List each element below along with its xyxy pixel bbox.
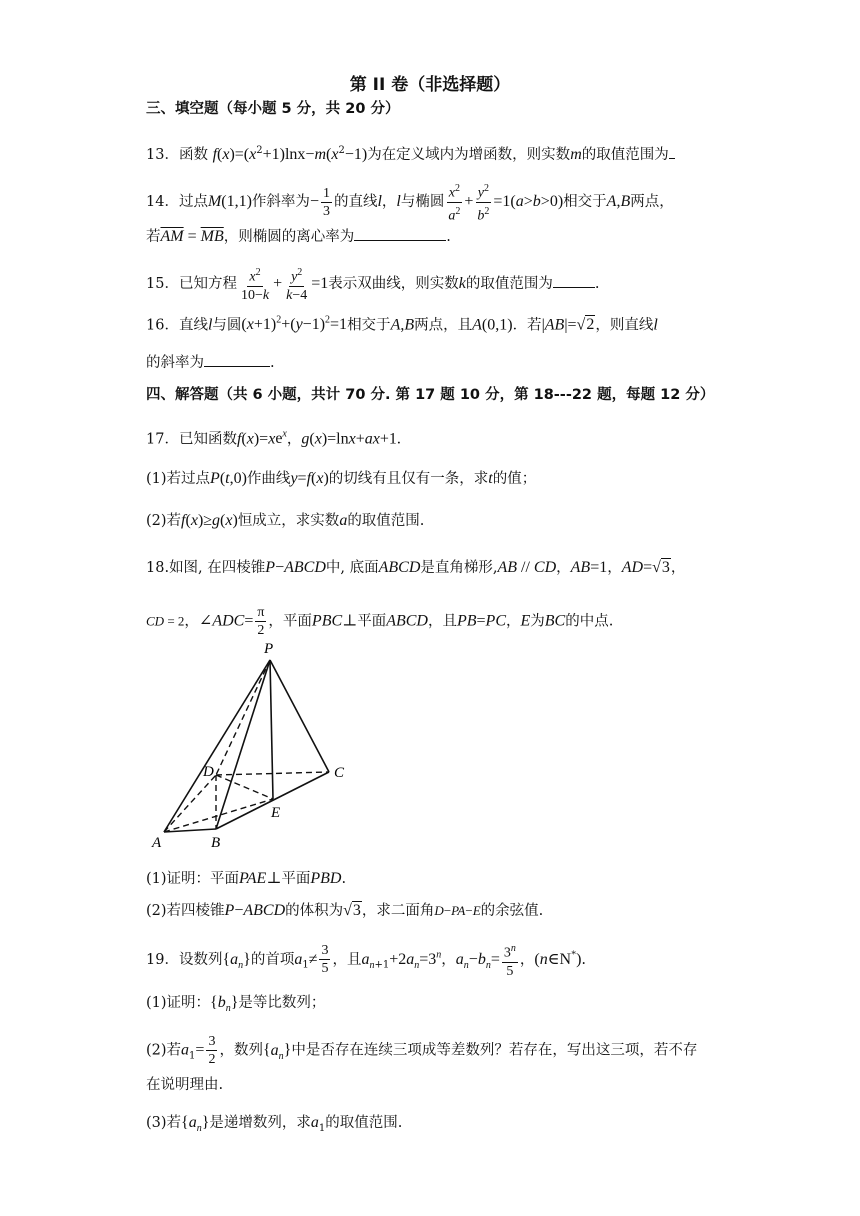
question-18-line-2: CD = 2，∠ADC= $\frac{\pi}{2}$ ，平面PBC⊥平面ABCD，且PB=PC，E为BC的中点. [146,605,614,638]
question-15: 15．已知方程 $\frac{x^2}{10-k}$ + $\frac{y^2}{k-4}$ =1表示双曲线，则实数k的取值范围为 . [146,264,599,304]
question-17-part-2: (2)若f(x)≥g(x)恒成立，求实数a的取值范围. [146,512,425,529]
edge-pb [216,660,270,829]
pyramid-figure [140,636,360,856]
label-d: D [203,764,214,780]
edge-pd [216,660,270,775]
edge-pc [270,660,329,772]
question-19-part-2-line-2: 在说明理由. [146,1077,224,1093]
answer-blank[interactable] [669,144,675,159]
label-p: P [264,641,274,657]
question-14: 14．过点M(1,1)作斜率为− $\frac{1}{3}$ 的直线l，l与椭圆 $\frac{x^2}{a^2}$ + $\frac{y^2}{b^2}$ =1(a>b>0)相交于A,B两点， [146,180,674,224]
label-a: A [152,835,162,851]
label-b: B [211,835,221,851]
question-17-part-1: (1)若过点P(t,0)作曲线y=f(x)的切线有且仅有一条，求t的值； [146,470,537,487]
question-17: 17．已知函数$f(x)=xe^x$，g(x)=lnx+ax+1. [146,429,401,448]
edge-pa [164,660,270,832]
question-19-part-1: (1)证明：$\{b_n\}$是等比数列； [146,994,326,1015]
answer-blank[interactable] [354,226,446,241]
section-fill-blank-heading: 三、填空题（每小题 5 分，共 20 分） [146,101,400,117]
question-19-part-3: (3)若$\{a_n\}$是递增数列，求$a_1$的取值范围. [146,1114,403,1135]
section-solution-heading: 四、解答题（共 6 小题，共计 70 分. 第 17 题 10 分，第 18---22 题，每题 12 分） [146,387,715,403]
question-18-part-2: (2)若四棱锥P−ABCD的体积为√3，求二面角D−PA−E的余弦值. [146,902,544,919]
question-19: 19．设数列$\{a_n\}$的首项$a_1\ne$ $\frac{3}{5}$ ，且$a_{n+1}+2a_n=3^n$，$a_n-b_n=$ $\frac{3^n}{5}$ ，(n∈N*). [146,940,586,980]
answer-blank[interactable] [553,273,595,288]
edge-de [216,775,273,799]
answer-blank[interactable] [204,352,270,367]
label-e: E [271,805,281,821]
page-title: 第 II 卷（非选择题） [349,75,511,95]
question-18-part-1: (1)证明：平面PAE⊥平面PBD. [146,870,347,887]
edge-pe [270,660,273,799]
question-19-part-2: (2)若$a_1=$ $\frac{3}{2}$ ，数列$\{a_n\}$中是否存在连续三项成等差数列？若存在，写出这三项，若不存 [146,1034,698,1067]
label-c: C [334,765,345,781]
edge-ab [164,829,216,832]
edge-ad [164,775,216,832]
question-13: 13．函数 $f(x)=(x^2+1)\ln x-m(x^2-1)$为在定义域内为增函数，则实数m的取值范围为 [146,140,675,166]
question-14-line-2: 若$\overline{AM} = \overline{MB}$，则椭圆的离心率为 . [146,228,451,245]
question-16: 16．直线l与圆$(x+1)^2+(y-1)^2=1$相交于A,B两点，且A(0,1)．若|AB|=√2，则直线l [146,315,658,334]
question-16-line-2: 的斜率为 . [146,352,275,374]
question-18: 18.如图, 在四棱锥P−ABCD中, 底面ABCD是直角梯形,AB // CD，AB=1，AD=√3， [146,559,686,576]
